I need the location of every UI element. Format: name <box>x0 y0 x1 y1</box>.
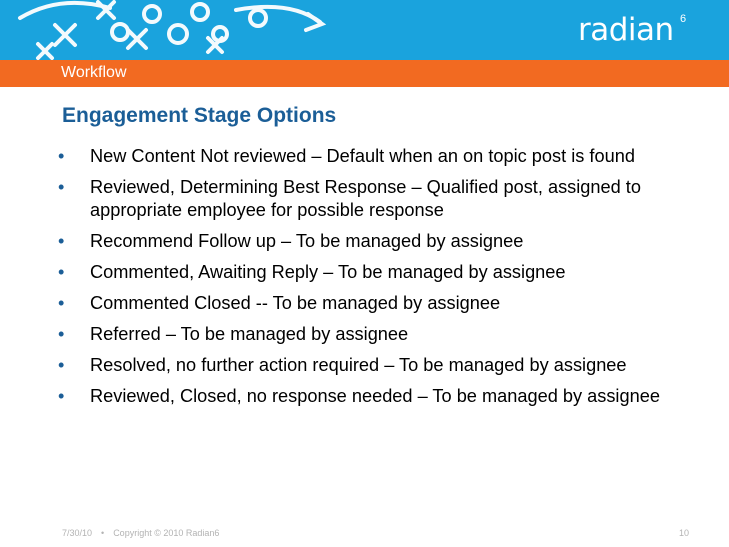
logo-superscript: 6 <box>680 13 687 25</box>
footer-date: 7/30/10 <box>62 528 93 538</box>
bullet-text: New Content Not reviewed – Default when an on topic post is found <box>90 146 635 166</box>
page-number: 10 <box>678 528 689 538</box>
slide-header <box>0 0 729 60</box>
bullet-glyph: • <box>58 177 65 197</box>
footer-separator: • <box>101 528 105 538</box>
bullet-text: Resolved, no further action required – To be managed by assignee <box>90 355 627 375</box>
bullet-glyph: • <box>58 324 65 344</box>
bullet-text: Commented, Awaiting Reply – To be managed by assignee <box>90 262 566 282</box>
playbook-doodle-graphic <box>0 0 360 60</box>
bullet-text: Recommend Follow up – To be managed by assignee <box>90 231 524 251</box>
bullet-text: Referred – To be managed by assignee <box>90 324 409 344</box>
list-item <box>56 323 696 346</box>
bullet-glyph: • <box>58 293 65 313</box>
bullet-glyph: • <box>58 231 65 251</box>
list-item <box>56 292 696 315</box>
bullet-glyph: • <box>58 355 65 375</box>
bullet-glyph: • <box>58 262 65 282</box>
slide-footer <box>62 528 689 538</box>
slide-title: Engagement Stage Options <box>62 104 337 127</box>
list-item <box>56 385 696 408</box>
radian6-logo: radian <box>578 12 674 48</box>
list-item <box>56 176 696 222</box>
list-item <box>56 261 696 284</box>
bullet-list <box>56 145 696 416</box>
bullet-text: Reviewed, Closed, no response needed – To be managed by assignee <box>90 386 660 406</box>
list-item <box>56 230 696 253</box>
bullet-glyph: • <box>58 386 65 406</box>
footer-copyright: Copyright © 2010 Radian6 <box>113 528 220 538</box>
bullet-text: Commented Closed -- To be managed by assignee <box>90 293 501 313</box>
bullet-glyph: • <box>58 146 65 166</box>
list-item <box>56 145 696 168</box>
list-item <box>56 354 696 377</box>
bullet-text: Reviewed, Determining Best Response – Qualified post, assigned to appropriate employee for possible response <box>90 177 641 220</box>
section-label: Workflow <box>61 64 127 81</box>
